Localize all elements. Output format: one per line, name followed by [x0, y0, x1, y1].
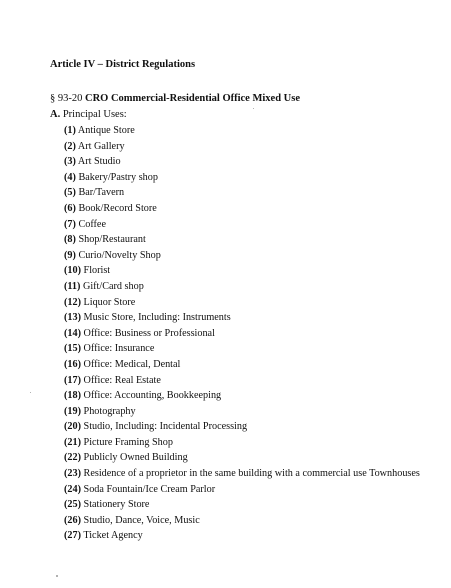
use-number: (14)	[64, 327, 81, 339]
use-text: Florist	[83, 265, 111, 277]
principal-uses-heading	[50, 109, 127, 120]
scan-speck	[253, 108, 254, 109]
use-item	[64, 185, 420, 201]
use-item	[64, 341, 420, 357]
use-item	[64, 466, 420, 482]
use-item	[64, 154, 420, 170]
use-number: (10)	[64, 265, 81, 277]
article-heading: Article IV – District Regulations	[50, 59, 196, 70]
use-text: Ticket Agency	[83, 530, 143, 542]
use-item	[64, 170, 420, 186]
use-number: (3)	[64, 156, 76, 168]
use-item	[64, 232, 420, 248]
use-item	[64, 419, 420, 435]
section-heading	[50, 93, 300, 104]
use-text: Office: Real Estate	[83, 374, 161, 386]
use-number: (5)	[64, 187, 76, 199]
use-number: (6)	[64, 202, 76, 214]
use-text: Curio/Novelty Shop	[78, 249, 161, 261]
use-number: (1)	[64, 125, 76, 136]
section-number: § 93-20	[50, 93, 83, 104]
use-number: (17)	[64, 374, 81, 386]
use-text: Music Store, Including: Instruments	[83, 312, 231, 324]
use-item	[64, 388, 420, 404]
use-number: (26)	[64, 514, 81, 526]
use-text: Office: Accounting, Bookkeeping	[83, 390, 222, 402]
scan-speck	[56, 575, 58, 577]
use-item	[64, 482, 420, 498]
use-item	[64, 139, 420, 155]
use-text: Soda Fountain/Ice Cream Parlor	[83, 483, 216, 495]
use-item	[64, 497, 420, 513]
use-number: (8)	[64, 234, 76, 246]
use-number: (25)	[64, 499, 81, 511]
use-item	[64, 357, 420, 373]
use-item	[64, 435, 420, 451]
use-item	[64, 263, 420, 279]
subsection-label: Principal Uses:	[62, 109, 127, 120]
use-number: (18)	[64, 390, 81, 402]
use-number: (13)	[64, 312, 81, 324]
use-number: (22)	[64, 452, 81, 464]
use-number: (20)	[64, 421, 81, 433]
use-text: Shop/Restaurant	[78, 234, 146, 246]
use-number: (15)	[64, 343, 81, 355]
scan-speck	[30, 392, 31, 393]
use-number: (4)	[64, 171, 76, 183]
use-item	[64, 217, 420, 233]
use-text: Art Studio	[77, 156, 121, 168]
use-item	[64, 279, 420, 295]
use-item	[64, 450, 420, 466]
use-text: Office: Medical, Dental	[83, 358, 181, 370]
use-number: (9)	[64, 249, 76, 261]
use-item	[64, 310, 420, 326]
use-text: Gift/Card shop	[82, 280, 144, 292]
use-number: (11)	[64, 280, 81, 292]
use-text: Publicly Owned Building	[83, 452, 188, 464]
section-title: CRO Commercial-Residential Office Mixed Use	[85, 93, 301, 104]
use-text: Picture Framing Shop	[83, 436, 173, 448]
use-text: Antique Store	[77, 125, 135, 136]
use-item	[64, 201, 420, 217]
subsection-letter: A.	[50, 109, 61, 120]
use-text: Bakery/Pastry shop	[78, 171, 158, 183]
use-text: Coffee	[78, 218, 106, 230]
use-number: (23)	[64, 468, 81, 480]
principal-uses-list	[64, 123, 420, 544]
use-number: (12)	[64, 296, 81, 308]
use-item	[64, 123, 420, 139]
use-item	[64, 404, 420, 420]
use-number: (2)	[64, 140, 76, 152]
use-text: Residence of a proprietor in the same building with a commercial use Townhouses	[83, 468, 420, 480]
use-text: Office: Insurance	[83, 343, 155, 355]
use-number: (16)	[64, 358, 81, 370]
use-number: (24)	[64, 483, 81, 495]
use-text: Office: Business or Professional	[83, 327, 215, 339]
use-text: Bar/Tavern	[78, 187, 125, 199]
use-text: Studio, Dance, Voice, Music	[83, 514, 200, 526]
use-text: Book/Record Store	[78, 202, 157, 214]
use-item	[64, 373, 420, 389]
use-text: Liquor Store	[83, 296, 136, 308]
use-item	[64, 326, 420, 342]
use-item	[64, 295, 420, 311]
use-item	[64, 248, 420, 264]
use-number: (27)	[64, 530, 81, 542]
use-text: Stationery Store	[83, 499, 150, 511]
use-text: Photography	[83, 405, 136, 417]
use-item	[64, 528, 420, 544]
use-number: (7)	[64, 218, 76, 230]
use-number: (21)	[64, 436, 81, 448]
use-item	[64, 513, 420, 529]
use-text: Art Gallery	[77, 140, 125, 152]
use-text: Studio, Including: Incidental Processing	[83, 421, 248, 433]
use-number: (19)	[64, 405, 81, 417]
